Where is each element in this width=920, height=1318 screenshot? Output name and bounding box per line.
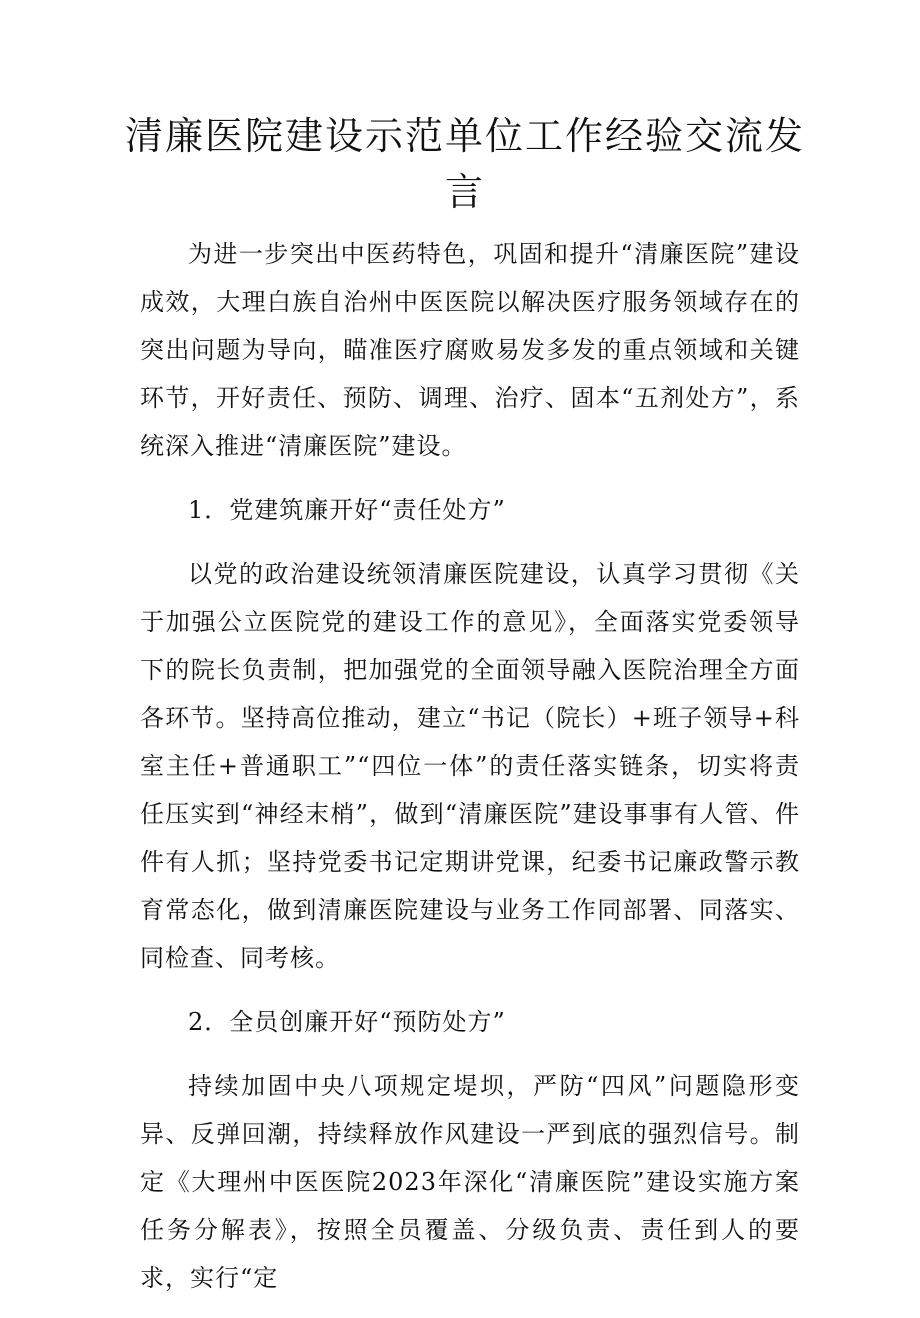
document-title: 清廉医院建设示范单位工作经验交流发言 (124, 114, 805, 214)
section-2-paragraph: 持续加固中央八项规定堤坝，严防“四风”问题隐形变异、反弹回潮，持续释放作风建设一严到底的强烈信号。制定《大理州中医医院2023年深化“清廉医院”建设实施方案任务分解表》，按照全员覆盖、分级负责、责任到人的要求，实行“定 (140, 1072, 800, 1292)
section-1-paragraph: 以党的政治建设统领清廉医院建设，认真学习贯彻《关于加强公立医院党的建设工作的意见》，全面落实党委领导下的院长负责制，把加强党的全面领导融入医院治理全方面各环节。坚持高位推动，建立“书记（院长）+班子领导+科室主任+普通职工”“四位一体”的责任落实链条，切实将责任压实到“神经末梢”，做到“清廉医院”建设事事有人管、件件有人抓；坚持党委书记定期讲党课，纪委书记廉政警示教育常态化，做到清廉医院建设与业务工作同部署、同落实、同检查、同考核。 (140, 560, 800, 972)
intro-paragraph: 为进一步突出中医药特色，巩固和提升“清廉医院”建设成效，大理白族自治州中医医院以解决医疗服务领域存在的突出问题为导向，瞄准医疗腐败易发多发的重点领域和关键环节，开好责任、预防、调理、治疗、固本“五剂处方”，系统深入推进“清廉医院”建设。 (140, 240, 800, 460)
section-heading-2: 2．全员创廉开好“预防处方” (188, 1008, 506, 1036)
document-body (140, 230, 800, 1318)
section-heading-1: 1．党建筑廉开好“责任处方” (188, 496, 506, 524)
